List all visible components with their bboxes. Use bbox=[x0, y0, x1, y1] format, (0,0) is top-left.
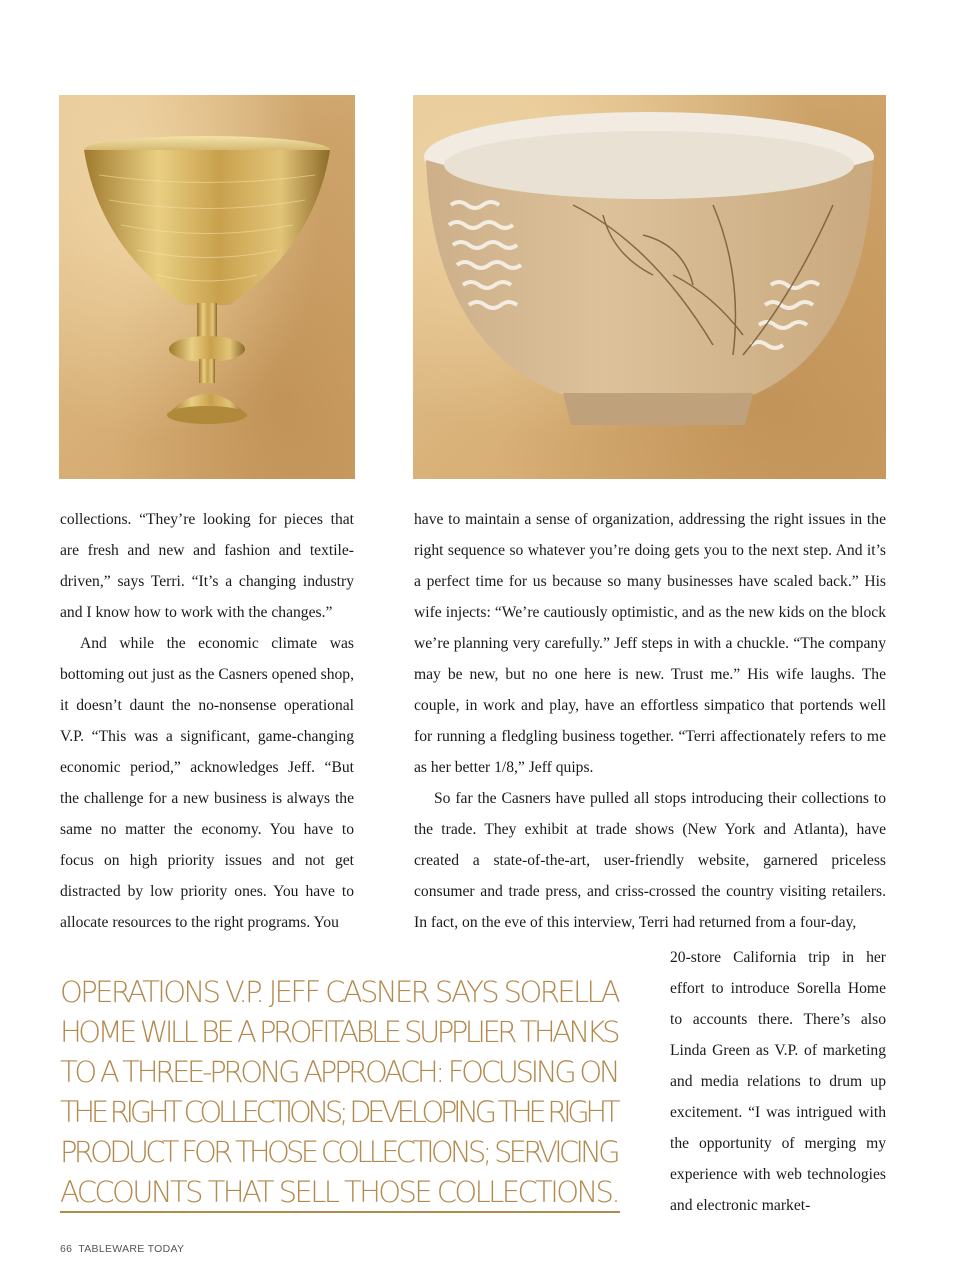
pull-quote bbox=[60, 972, 620, 1212]
paragraph: have to maintain a sense of organization, addressing the right issues in the right sequence so whatever you’re doing gets you to the next step. And it’s a perfect time for us because so many businesses have scaled back.” His wife injects: “We’re cautiously optimistic, and as the new kids on the block we’re planning very carefully.” Jeff steps in with a chuckle. “The company may be new, but no one here is new. Trust me.” His wife laughs. The couple, in work and play, have an effortless simpatico that portends well for running a fledgling business together. “Terri affectionately refers to me as her better 1/8,” Jeff quips. bbox=[414, 511, 886, 776]
bowl-photo bbox=[413, 95, 886, 479]
article-column-left bbox=[60, 504, 354, 938]
paragraph: And while the economic climate was bottoming out just as the Casners opened shop, it doesn’t daunt the no-nonsense operational V.P. “This was a significant, game-changing economic period,” acknowledges Jeff. “But the challenge for a new business is always the same no matter the economy. You have to focus on high priority issues and not get distracted by low priority ones. You have to allocate resources to the right programs. You bbox=[60, 635, 354, 931]
pull-quote-line: OPERATIONS V.P. JEFF CASNER SAYS SORELLA bbox=[60, 975, 618, 1009]
paragraph: So far the Casners have pulled all stops introducing their collections to the trade. They exhibit at trade shows (New York and Atlanta), have created a state-of-the-art, user-friendly website, garnered priceless consumer and trade press, and criss-crossed the country visiting retailers. In fact, on the eve of this interview, Terri had returned from a four-day, bbox=[414, 790, 886, 931]
pull-quote-line: THE RIGHT COLLECTIONS; DEVELOPING THE RIGHT bbox=[60, 1095, 617, 1129]
article-column-right bbox=[414, 504, 886, 938]
pull-quote-line: ACCOUNTS THAT SELL THOSE COLLECTIONS. bbox=[60, 1175, 618, 1209]
page-footer bbox=[60, 1243, 184, 1255]
goblet-illustration bbox=[59, 95, 355, 479]
bowl-illustration bbox=[413, 95, 886, 479]
pull-quote-line: HOME WILL BE A PROFITABLE SUPPLIER THANKS bbox=[60, 1015, 618, 1049]
pull-quote-divider bbox=[60, 1211, 620, 1213]
publication-name: TABLEWARE TODAY bbox=[78, 1243, 185, 1255]
pull-quote-line: TO A THREE-PRONG APPROACH: FOCUSING ON bbox=[60, 1055, 618, 1089]
paragraph: 20-store California trip in her effort to introduce Sorella Home to accounts there. There’s also Linda Green as V.P. of marketing and media relations to drum up excitement. “I was intrigued with the opportunity of merging my experience with web technologies and electronic market- bbox=[670, 949, 886, 1214]
page-number: 66 bbox=[60, 1243, 73, 1255]
article-column-right-continued bbox=[670, 942, 886, 1221]
pull-quote-line: PRODUCT FOR THOSE COLLECTIONS; SERVICING bbox=[60, 1135, 617, 1169]
paragraph: collections. “They’re looking for pieces that are fresh and new and fashion and textile-driven,” says Terri. “It’s a changing industry and I know how to work with the changes.” bbox=[60, 511, 354, 621]
goblet-photo bbox=[59, 95, 355, 479]
